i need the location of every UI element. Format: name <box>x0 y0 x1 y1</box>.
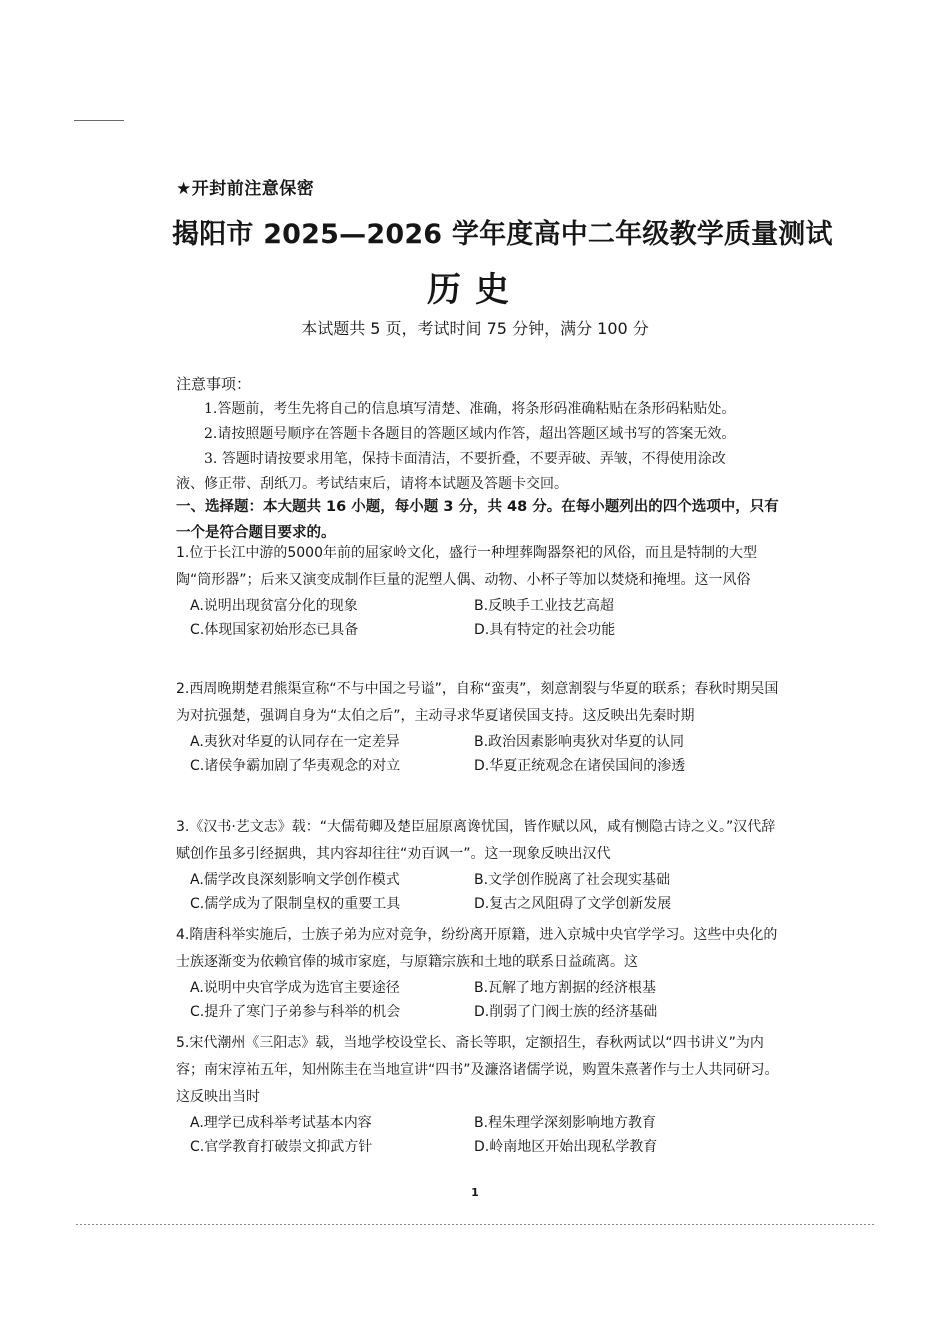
scan-edge-mark <box>74 120 124 121</box>
options <box>176 730 780 778</box>
question-4 <box>176 922 780 1024</box>
notes-heading: 注意事项： <box>176 375 252 393</box>
option-a: A.儒学改良深刻影响文学创作模式 <box>190 872 400 888</box>
note-item: 3. 答题时请按要求用笔，保持卡面清洁，不要折叠，不要弄破、弄皱，不得使用涂改 <box>204 451 726 467</box>
option-c: C.儒学成为了限制皇权的重要工具 <box>190 896 401 912</box>
option-d: D.华夏正统观念在诸侯国间的渗透 <box>474 758 686 774</box>
question-stem: 2.西周晚期楚君熊渠宣称“不与中国之号谥”，自称“蛮夷”，刻意割裂与华夏的联系；春秋时期吴国为对抗强楚，强调自身为“太伯之后”，主动寻求华夏诸侯国支持。这反映出先秦时期 <box>176 681 779 724</box>
options <box>176 1111 780 1159</box>
option-b: B.反映手工业技艺高超 <box>474 598 615 614</box>
page-number: 1 <box>471 1186 479 1199</box>
question-3 <box>176 814 780 916</box>
option-b: B.瓦解了地方割据的经济根基 <box>474 980 657 996</box>
note-continuation: 液、修正带、刮纸刀。考试结束后，请将本试题及答题卡交回。 <box>176 476 568 492</box>
option-d: D.复古之风阻碍了文学创新发展 <box>474 896 672 912</box>
question-2 <box>176 676 780 778</box>
option-b: B.程朱理学深刻影响地方教育 <box>474 1115 657 1131</box>
section-heading: 一、选择题：本大题共 16 小题，每小题 3 分，共 48 分。在每小题列出的四个选项中，只有一个是符合题目要求的。 <box>176 499 779 541</box>
options <box>176 976 780 1024</box>
note-item: 1.答题前，考生先将自己的信息填写清楚、准确，将条形码准确粘贴在条形码粘贴处。 <box>204 401 736 417</box>
option-c: C.诸侯争霸加剧了华夷观念的对立 <box>190 758 401 774</box>
option-b: B.文学创作脱离了社会现实基础 <box>474 872 671 888</box>
option-c: C.体现国家初始形态已具备 <box>190 622 359 638</box>
option-c: C.官学教育打破崇文抑武方针 <box>190 1139 373 1155</box>
question-stem: 3.《汉书·艺文志》载：“大儒荀卿及楚臣屈原离谗忧国，皆作赋以风，咸有恻隐古诗之义。”汉代辞赋创作虽多引经据典，其内容却往往“劝百讽一”。这一现象反映出汉代 <box>176 819 776 862</box>
question-stem: 5.宋代潮州《三阳志》载，当地学校设堂长、斋长等职，定额招生，春秋两试以“四书讲义”为内容；南宋淳祐五年，知州陈圭在当地宣讲“四书”及濂洛诸儒学说，购置朱熹著作与士人共同研习。这反映出当时 <box>176 1035 779 1105</box>
question-stem: 1.位于长江中游的5000年前的屈家岭文化，盛行一种埋葬陶器祭祀的风俗，而且是特制的大型陶“筒形器”；后来又演变成制作巨量的泥塑人偶、动物、小杯子等加以焚烧和掩埋。这一风俗 <box>176 545 757 588</box>
option-d: D.削弱了门阀士族的经济基础 <box>474 1004 658 1020</box>
notes-block <box>176 372 786 497</box>
options <box>176 868 780 916</box>
question-5 <box>176 1030 780 1159</box>
option-a: A.理学已成科举考试基本内容 <box>190 1115 372 1131</box>
exam-title: 揭阳市 2025—2026 学年度高中二年级教学质量测试 <box>172 219 833 250</box>
option-d: D.岭南地区开始出现私学教育 <box>474 1139 658 1155</box>
option-d: D.具有特定的社会功能 <box>474 622 616 638</box>
note-item: 2.请按照题号顺序在答题卡各题目的答题区域内作答，超出答题区域书写的答案无效。 <box>204 426 736 442</box>
option-a: A.说明中央官学成为选官主要途径 <box>190 980 400 996</box>
scan-edge-line <box>76 1224 874 1225</box>
subject-title: 历史 <box>427 270 523 310</box>
question-stem: 4.隋唐科举实施后，士族子弟为应对竞争，纷纷离开原籍，进入京城中央官学学习。这些中央化的士族逐渐变为依赖官俸的城市家庭，与原籍宗族和土地的联系日益疏离。这 <box>176 927 778 970</box>
option-a: A.夷狄对华夏的认同存在一定差异 <box>190 734 400 750</box>
confidential-notice: ★开封前注意保密 <box>176 179 315 199</box>
question-1 <box>176 540 780 642</box>
option-a: A.说明出现贫富分化的现象 <box>190 598 358 614</box>
options <box>176 594 780 642</box>
option-c: C.提升了寒门子弟参与科举的机会 <box>190 1004 401 1020</box>
exam-info: 本试题共 5 页，考试时间 75 分钟，满分 100 分 <box>301 319 649 338</box>
option-b: B.政治因素影响夷狄对华夏的认同 <box>474 734 685 750</box>
